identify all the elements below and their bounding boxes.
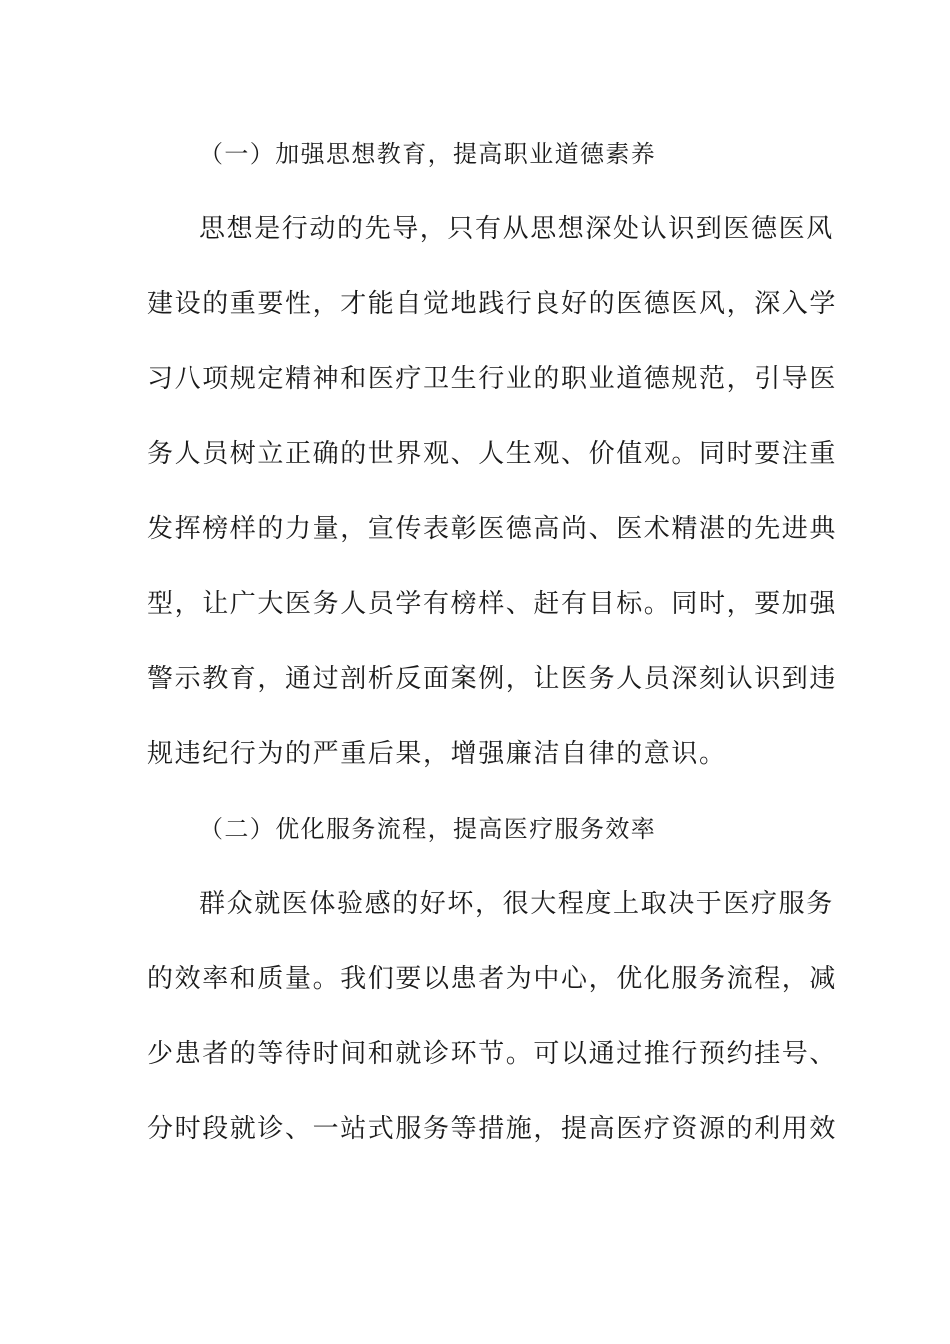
paragraph-line: 思想是行动的先导，只有从思想深处认识到医德医风 <box>199 214 834 244</box>
section-heading-1: （一）加强思想教育，提高职业道德素养 <box>199 140 657 168</box>
paragraph-line: 警示教育，通过剖析反面案例，让医务人员深刻认识到违 <box>147 664 838 694</box>
section-heading-2: （二）优化服务流程，提高医疗服务效率 <box>199 815 657 843</box>
paragraph-line: 发挥榜样的力量，宣传表彰医德高尚、医术精湛的先进典 <box>147 514 838 544</box>
paragraph-line: 务人员树立正确的世界观、人生观、价值观。同时要注重 <box>147 439 838 469</box>
paragraph-line: 少患者的等待时间和就诊环节。可以通过推行预约挂号、 <box>147 1039 838 1069</box>
paragraph-line: 建设的重要性，才能自觉地践行良好的医德医风，深入学 <box>147 289 838 319</box>
paragraph-line: 群众就医体验感的好坏，很大程度上取决于医疗服务 <box>199 889 834 919</box>
paragraph-line: 规违纪行为的严重后果，增强廉洁自律的意识。 <box>147 739 727 769</box>
paragraph-line: 型，让广大医务人员学有榜样、赶有目标。同时，要加强 <box>147 589 838 619</box>
paragraph-line: 分时段就诊、一站式服务等措施，提高医疗资源的利用效 <box>147 1114 838 1144</box>
paragraph-line: 习八项规定精神和医疗卫生行业的职业道德规范，引导医 <box>147 364 838 394</box>
paragraph-line: 的效率和质量。我们要以患者为中心，优化服务流程，减 <box>147 964 838 994</box>
